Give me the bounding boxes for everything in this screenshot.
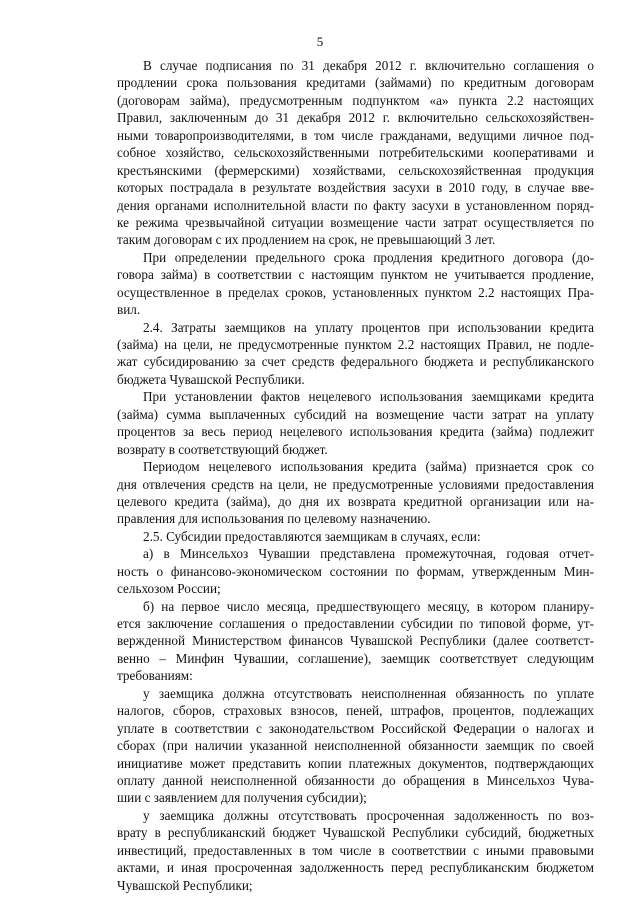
text-line: возврату в соответствующий бюджет. [117,441,328,457]
text-line: требованиям: [117,668,193,684]
text-line: дения органами исполнительной власти по факту засухи в установленном поряд- [117,197,594,213]
page-number: 5 [316,34,324,49]
text-line: у заемщика должна отсутствовать неисполненная обязанность по уплате [143,685,594,701]
text-line: б) на первое число месяца, предшествующего месяцу, в котором планиру- [143,598,594,614]
text-line: продлении срока пользования кредитами (займами) по кредитным договорам [117,75,594,91]
text-line: целевого кредита (займа), до дня их возврата кредитной организации или на- [117,493,594,509]
text-line: собное хозяйство, сельскохозяйственными потребительскими кооперативами и [117,145,594,161]
text-line: венно – Минфин Чувашии, соглашение), заемщик соответствует следующим [117,650,594,666]
text-line: ке режима чрезвычайной ситуации возмещение части затрат осуществляется по [117,214,594,230]
document-body [117,57,594,894]
text-line: вержденной Министерством финансов Чувашской Республики (далее соответст- [117,633,594,649]
text-line: инвестиций, предоставленных в том числе в соответствии с иными правовыми [117,842,594,858]
text-line: Чувашской Республики; [117,877,253,893]
text-line: Правил, заключенным до 31 декабря 2012 г. включительно сельскохозяйствен- [117,110,594,126]
text-line: таким договорам с их продлением на срок, не превышающий 3 лет. [117,232,496,248]
text-line: (займа) сумма выплаченных субсидий на возмещение части затрат на уплату [117,406,594,422]
text-line: инициативе может представить копии платежных документов, подтверждающих [117,755,594,771]
text-line: бюджета Чувашской Республики. [117,371,305,387]
text-line: оплату данной неисполненной обязанности до обращения в Минсельхоз Чува- [117,772,594,788]
text-line: При определении предельного срока продления кредитного договора (до- [143,249,594,265]
text-line: уплате в соответствии с законодательством Российской Федерации о налогах и [117,720,594,736]
text-line: говора займа) в соответствии с настоящим пунктом не учитывается продление, [117,267,594,283]
text-line: При установлении фактов нецелевого использования заемщиками кредита [143,389,594,405]
text-line: (займа) на цели, не предусмотренные пунктом 2.2 настоящих Правил, не подле- [117,337,594,352]
text-line: ность о финансово-экономическом состоянии по формам, утвержденным Мин- [117,563,594,579]
text-line: налогов, сборов, страховых взносов, пеней, штрафов, процентов, подлежащих [117,703,594,719]
text-line: осуществленное в пределах сроков, установленных пунктом 2.2 настоящих Пра- [117,284,594,300]
text-line: жат субсидированию за счет средств федерального бюджета и республиканского [117,354,594,370]
text-line: 2.5. Субсидии предоставляются заемщикам в случаях, если: [143,528,481,544]
text-line: правления для использования по целевому назначению. [117,511,431,527]
text-line: врату в республиканский бюджет Чувашской Республики субсидий, бюджетных [117,825,594,841]
text-line: дня отвлечения средств на цели, не предусмотренные условиями предоставления [117,476,594,492]
text-line: ется заключение соглашения о предоставлении субсидии по типовой форме, ут- [117,616,594,631]
text-line: сборах (при наличии указанной неисполненной обязанности заемщик по своей [117,738,594,754]
text-line: процентов за весь период нецелевого использования кредита (займа) подлежит [117,424,594,440]
text-line: Периодом нецелевого использования кредита (займа) признается срок со [143,459,594,475]
text-line: а) в Минсельхоз Чувашии представлена промежуточная, годовая отчет- [143,546,594,562]
text-line: ными товаропроизводителями, в том числе гражданами, ведущими личное под- [117,127,594,143]
text-line: 2.4. Затраты заемщиков на уплату процентов при использовании кредита [143,319,594,335]
text-line: вил. [117,302,141,318]
text-line: шии с заявлением для получения субсидии); [117,790,367,806]
text-line: актами, и иная просроченная задолженность перед республиканским бюджетом [117,860,594,876]
text-line: В случае подписания по 31 декабря 2012 г. включительно соглашения о [143,58,594,73]
text-line: крестьянскими (фермерскими) хозяйствами, сельскохозяйственная продукция [117,162,594,178]
text-line: сельхозом России; [117,581,221,597]
text-line: у заемщика должны отсутствовать просроченная задолженность по воз- [143,807,594,823]
text-line: которых пострадала в результате воздействия засухи в 2010 году, в случае вве- [117,180,594,196]
text-line: (договорам займа), предусмотренным подпунктом «а» пункта 2.2 настоящих [117,92,594,108]
